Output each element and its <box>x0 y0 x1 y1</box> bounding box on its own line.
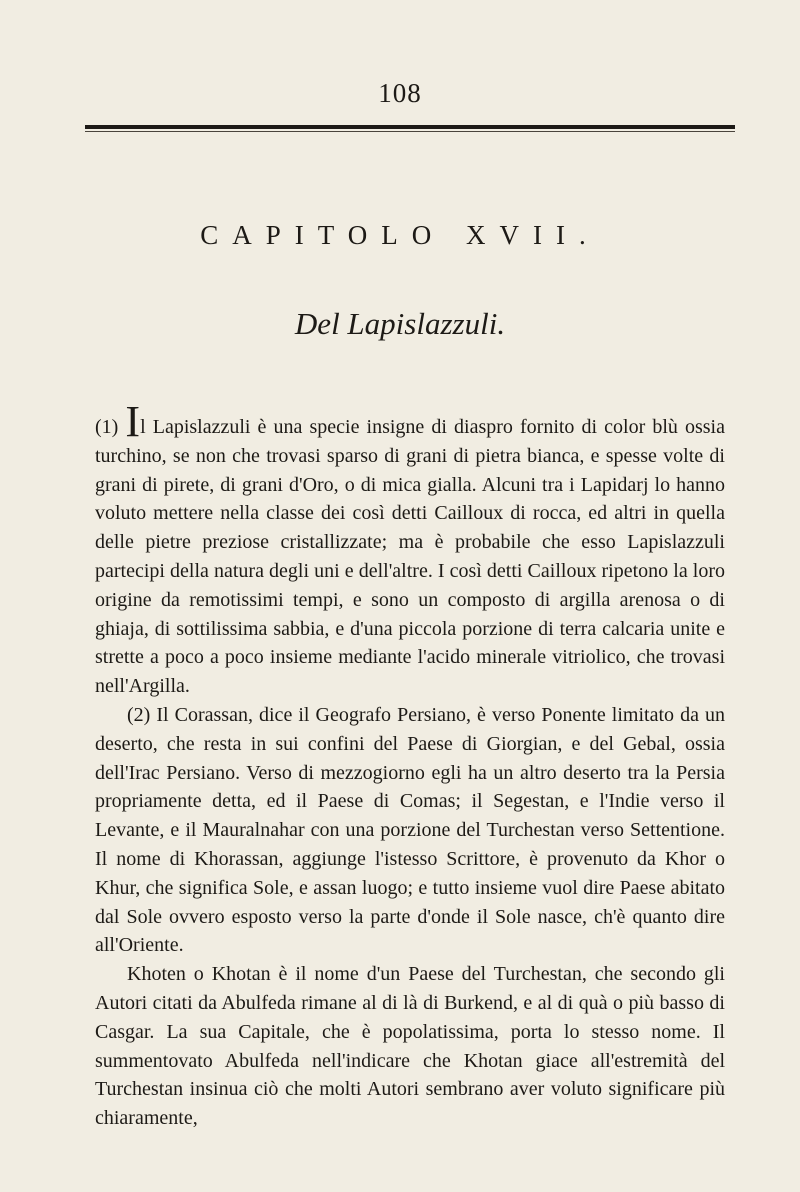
paragraph-3: Khoten o Khotan è il nome d'un Paese del Turchestan, che secondo gli Autori citati da Abulfeda rimane al di là di Burkend, e al di quà o più basso di Casgar. La sua Capitale, che è popolatissima, porta lo stesso nome. Il summentovato Abulfeda nell'indicare che Khotan giace all'estremità del Turchestan insinua ciò che molti Autori sembrano aver voluto significare più chiaramente, <box>95 963 725 1130</box>
header-rule-thin <box>85 131 735 132</box>
paragraph-1 <box>95 397 725 701</box>
body-text <box>95 397 725 1133</box>
chapter-subtitle: Del Lapislazzuli. <box>294 306 506 341</box>
paragraph-2: (2) Il Corassan, dice il Geografo Persiano, è verso Ponente limitato da un deserto, che resta in sui confini del Paese di Giorgian, e del Gebal, ossia dell'Irac Persiano. Verso di mezzogiorno egli ha un altro deserto tra la Persia propriamente detta, ed il Paese di Comas; il Segestan, e l'Indie verso il Levante, e il Mauralnahar con una porzione del Turchestan verso Settentione. Il nome di Khorassan, aggiunge l'istesso Scrittore, è provenuto da Khor o Khur, che significa Sole, e assan luogo; e tutto insieme vuol dire Paese abitato dal Sole ovvero esposto verso la parte d'onde il Sole nasce, ch'è quanto dire all'Oriente. <box>95 703 725 957</box>
chapter-title: CAPITOLO XVII. <box>200 220 600 250</box>
drop-cap: I <box>125 397 141 446</box>
paragraph-1-text: l Lapislazzuli è una specie insigne di diaspro fornito di color blù ossia turchino, se non che trovasi sparso di grani di pietra bianca, e spesse volte di grani di pirete, di grani d'Oro, o di mica gialla. Alcuni tra i Lapidarj lo hanno voluto mettere nella classe dei così detti Cailloux di rocca, ed altri in quella delle pietre preziose cristallizzate; ma è probabile che esso Lapislazzuli partecipi della natura degli uni e dell'altre. I così detti Cailloux ripetono la loro origine da remotissimi tempi, e sono un composto di argilla arenosa o di ghiaja, di sottilissima sabbia, e d'una piccola porzione di terra calcaria unite e strette a poco a poco insieme mediante l'acido minerale vitriolico, che trovasi nell'Argilla. <box>95 416 725 698</box>
header-rule-thick <box>85 125 735 129</box>
page-number: 108 <box>378 78 422 108</box>
note-marker: (1) <box>95 416 119 438</box>
